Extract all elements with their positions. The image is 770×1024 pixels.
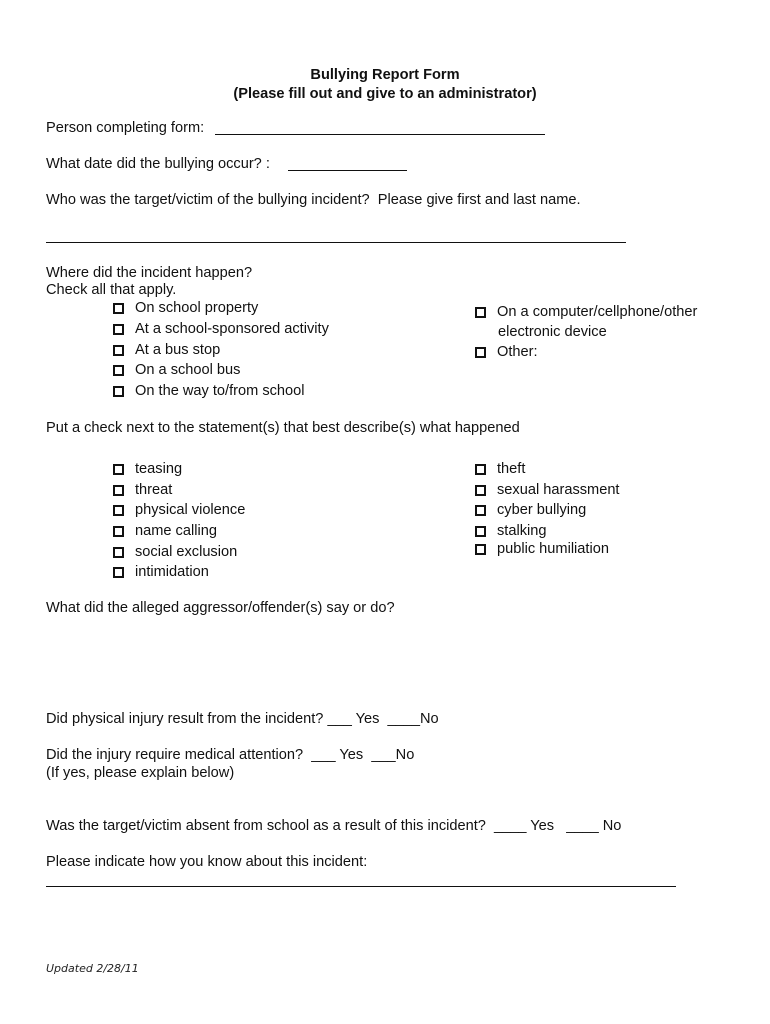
checkbox-icon[interactable] bbox=[113, 345, 124, 356]
behavior-option[interactable] bbox=[475, 481, 620, 499]
incident-date-blank[interactable] bbox=[288, 170, 407, 171]
behavior-option[interactable] bbox=[113, 563, 209, 581]
behavior-option[interactable] bbox=[113, 501, 245, 519]
updated-date-footer: Updated 2/28/11 bbox=[46, 962, 139, 975]
behavior-option[interactable] bbox=[113, 543, 237, 561]
location-option-label: At a school-sponsored activity bbox=[135, 321, 329, 337]
checkbox-icon[interactable] bbox=[113, 505, 124, 516]
behavior-option-label: theft bbox=[497, 461, 526, 477]
checkbox-icon[interactable] bbox=[113, 386, 124, 397]
location-option-label: On a computer/cellphone/other bbox=[497, 304, 698, 320]
behavior-option-label: public humiliation bbox=[497, 541, 609, 557]
behavior-option-label: name calling bbox=[135, 523, 217, 539]
behavior-option[interactable] bbox=[475, 540, 609, 558]
behavior-option-label: social exclusion bbox=[135, 544, 238, 560]
location-option-label: On school property bbox=[135, 300, 259, 316]
person-completing-label: Person completing form: bbox=[46, 120, 205, 136]
absence-question: Was the target/victim absent from school as a result of this incident? ____ Yes ____ No bbox=[46, 818, 622, 834]
checkbox-icon[interactable] bbox=[475, 464, 486, 475]
checkbox-icon[interactable] bbox=[475, 526, 486, 537]
behavior-option[interactable] bbox=[113, 481, 172, 499]
person-completing-blank[interactable] bbox=[215, 134, 545, 135]
behavior-option[interactable] bbox=[475, 501, 586, 519]
victim-name-label: Who was the target/victim of the bullying incident? Please give first and last name. bbox=[46, 192, 581, 208]
medical-attention-question: Did the injury require medical attention? ___ Yes ___No bbox=[46, 747, 415, 763]
location-option-label: On the way to/from school bbox=[135, 383, 305, 399]
behavior-option-label: stalking bbox=[497, 523, 547, 539]
behavior-option[interactable] bbox=[475, 460, 525, 478]
location-option-label: On a school bus bbox=[135, 362, 241, 378]
location-option[interactable] bbox=[475, 303, 697, 321]
behavior-question: Put a check next to the statement(s) that best describe(s) what happened bbox=[46, 420, 520, 436]
checkbox-icon[interactable] bbox=[475, 485, 486, 496]
location-option-label-continued: electronic device bbox=[498, 324, 607, 340]
knowledge-answer-blank[interactable] bbox=[46, 886, 676, 887]
location-option[interactable] bbox=[113, 299, 258, 317]
medical-attention-note: (If yes, please explain below) bbox=[46, 765, 235, 781]
checkbox-icon[interactable] bbox=[113, 464, 124, 475]
location-option[interactable] bbox=[113, 341, 220, 359]
behavior-option-label: sexual harassment bbox=[497, 482, 620, 498]
location-option[interactable] bbox=[113, 361, 240, 379]
checkbox-icon[interactable] bbox=[113, 485, 124, 496]
checkbox-icon[interactable] bbox=[113, 567, 124, 578]
form-title: Bullying Report Form bbox=[310, 67, 460, 83]
aggressor-question: What did the alleged aggressor/offender(s) say or do? bbox=[46, 600, 395, 616]
behavior-option[interactable] bbox=[475, 522, 546, 540]
injury-question: Did physical injury result from the incident? ___ Yes ____No bbox=[46, 711, 439, 727]
location-option[interactable] bbox=[113, 382, 305, 400]
checkbox-icon[interactable] bbox=[113, 324, 124, 335]
behavior-option-label: threat bbox=[135, 482, 173, 498]
checkbox-icon[interactable] bbox=[475, 505, 486, 516]
location-option-label: At a bus stop bbox=[135, 342, 221, 358]
knowledge-question: Please indicate how you know about this incident: bbox=[46, 854, 368, 870]
location-question: Where did the incident happen? bbox=[46, 265, 253, 281]
incident-date-label: What date did the bullying occur? : bbox=[46, 156, 270, 172]
location-option[interactable] bbox=[475, 343, 538, 361]
behavior-option-label: intimidation bbox=[135, 564, 209, 580]
behavior-option-label: cyber bullying bbox=[497, 502, 587, 518]
checkbox-icon[interactable] bbox=[113, 365, 124, 376]
behavior-option-label: physical violence bbox=[135, 502, 246, 518]
location-instruction: Check all that apply. bbox=[46, 282, 177, 298]
checkbox-icon[interactable] bbox=[475, 307, 486, 318]
behavior-option[interactable] bbox=[113, 460, 182, 478]
form-subtitle: (Please fill out and give to an administrator) bbox=[233, 86, 537, 102]
checkbox-icon[interactable] bbox=[475, 347, 486, 358]
checkbox-icon[interactable] bbox=[113, 547, 124, 558]
checkbox-icon[interactable] bbox=[113, 526, 124, 537]
behavior-option[interactable] bbox=[113, 522, 217, 540]
checkbox-icon[interactable] bbox=[475, 544, 486, 555]
checkbox-icon[interactable] bbox=[113, 303, 124, 314]
victim-name-blank[interactable] bbox=[46, 242, 626, 243]
location-option-label: Other: bbox=[497, 344, 538, 360]
behavior-option-label: teasing bbox=[135, 461, 183, 477]
location-option[interactable] bbox=[113, 320, 329, 338]
